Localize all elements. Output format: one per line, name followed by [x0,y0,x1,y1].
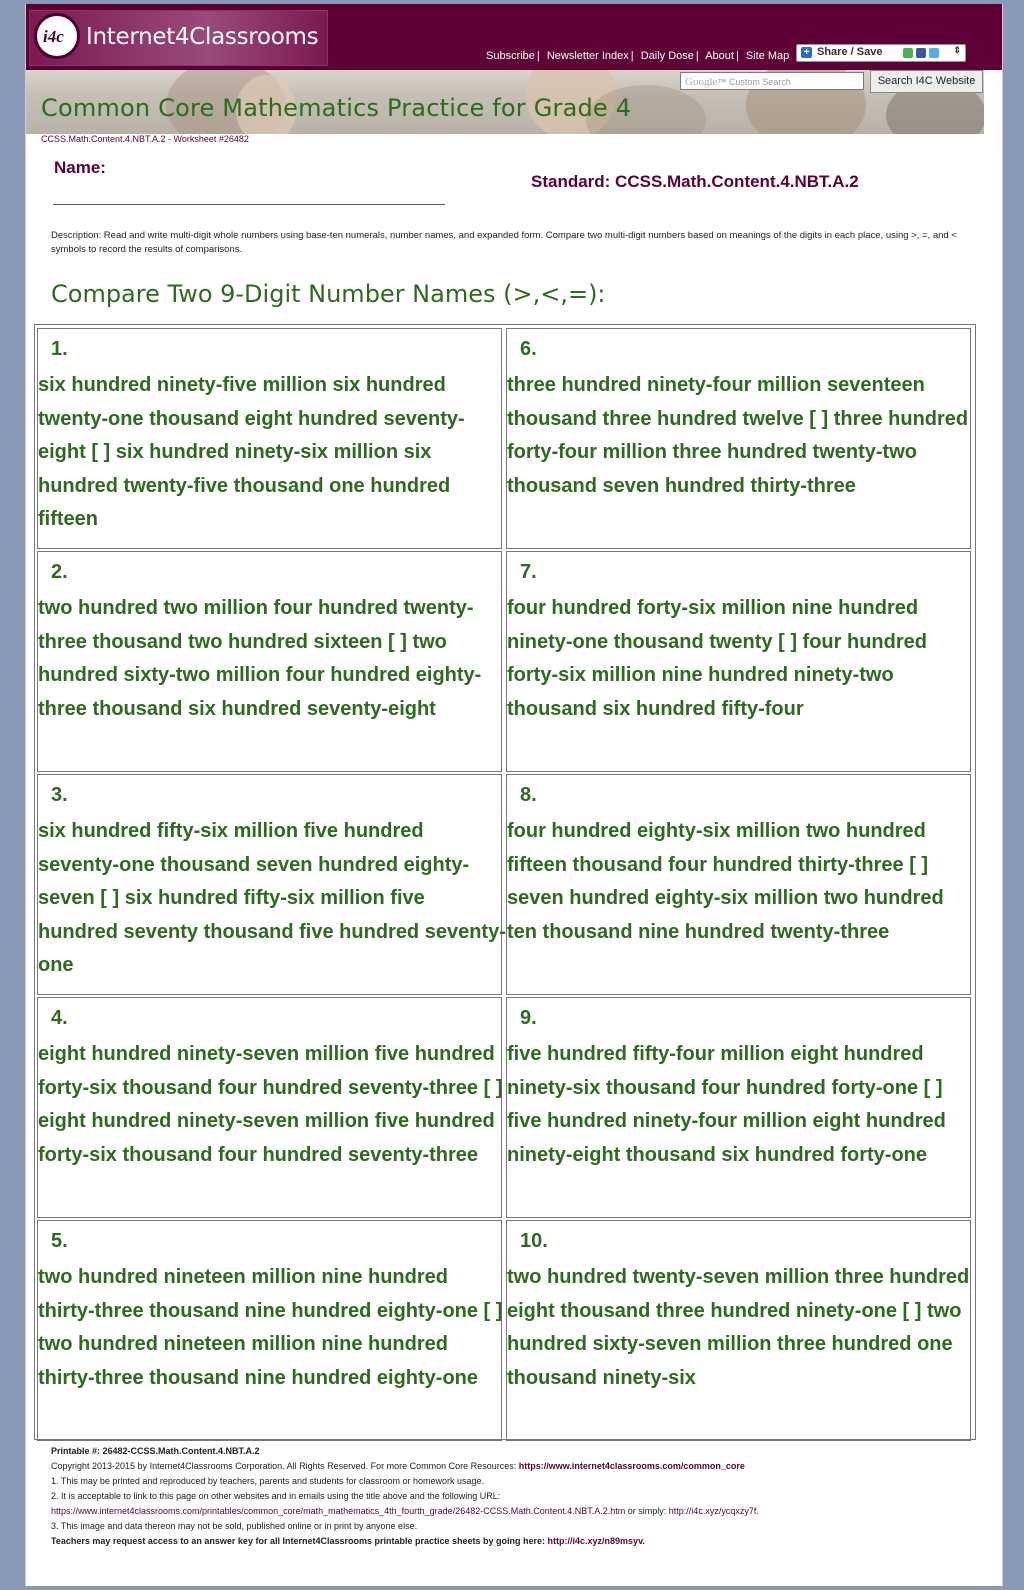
printable-number: Printable #: 26482-CCSS.Math.Content.4.NBT.A.2 [51,1446,260,1456]
problem-cell [37,774,506,995]
search-input[interactable]: Google™ Custom Search [680,72,864,90]
problems-table [34,324,976,1440]
common-core-link[interactable]: https://www.internet4classrooms.com/common_core [518,1461,745,1471]
problem-number: 4. [51,1007,68,1029]
share-label: Share / Save [817,46,883,58]
problem-text: six hundred fifty-six million five hundred seventy-one thousand seven hundred eighty-seven [ ] six hundred fifty-six million five hundred seventy thousand five hundred seventy-one [38,820,506,976]
problem-text: six hundred ninety-five million six hundred twenty-one thousand eight hundred seventy-eight [ ] six hundred ninety-six million six hundred twenty-five thousand one hundred fifteen [38,374,465,530]
name-blank-line [53,204,445,205]
share-save-button[interactable] [796,44,966,62]
site-logo[interactable] [29,10,328,66]
usage-note-3: 3. This image and data thereon may not be sold, published online or in print by anyone else. [51,1521,418,1531]
short-url-link[interactable]: http://i4c.xyz/ycqxzy7f. [668,1506,759,1516]
problem-cell [37,328,502,549]
problem-number: 9. [520,1007,537,1029]
worksheet-description: Description: Read and write multi-digit whole numbers using base-ten numerals, number names, and expanded form. Compare two multi-digit numbers based on meanings of the digits in each place, using >, =, and < symbols to record the results of comparisons. [51,230,957,255]
problem-text: four hundred forty-six million nine hundred ninety-one thousand twenty [ ] four hundred forty-six million nine hundred ninety-two thousand six hundred fifty-four [507,597,927,720]
share-plus-icon: + [801,47,812,58]
nav-subscribe[interactable]: Subscribe [486,50,535,62]
problem-number: 1. [51,338,68,360]
page-title: Common Core Mathematics Practice for Grade 4 [41,94,632,122]
page-url-link[interactable]: https://www.internet4classrooms.com/printables/common_core/math_mathematics_4th_fourth_grade/26482-CCSS.Math.Content.4.NBT.A.2.htm [51,1506,626,1516]
problem-text: eight hundred ninety-seven million five hundred forty-six thousand four hundred seventy-three [ ] eight hundred ninety-seven million five hundred forty-six thousand four hundred seventy-three [38,1043,503,1166]
answer-key-link[interactable]: http://i4c.xyz/n89msyv. [547,1536,645,1546]
logo-text: Internet4Classrooms [86,24,319,50]
problem-cell [37,997,502,1218]
problem-cell [37,1220,502,1441]
nav-about[interactable]: About [705,50,734,62]
breadcrumb: CCSS.Math.Content.4.NBT.A.2 - Worksheet #26482 [41,134,249,144]
worksheet-title: Compare Two 9-Digit Number Names (>,<,=): [51,280,606,308]
problem-cell [506,328,971,549]
problem-number: 7. [520,561,537,583]
email-share-icon[interactable] [903,48,913,58]
name-label: Name: [54,158,106,177]
problem-number: 8. [520,784,537,806]
twitter-icon[interactable] [929,48,939,58]
top-navigation: Subscribe | Newsletter Index | Daily Dose | About | Site Map [486,50,790,62]
nav-daily-dose[interactable]: Daily Dose [640,50,694,62]
chevron-updown-icon: ⇕ [953,45,961,55]
standard-label: Standard: CCSS.Math.Content.4.NBT.A.2 [531,172,859,191]
google-brand: Google [685,76,718,88]
problem-text: two hundred two million four hundred twenty-three thousand two hundred sixteen [ ] two hundred sixty-two million four hundred eighty-three thousand six hundred seventy-eight [38,597,482,720]
search-placeholder: Custom Search [728,77,791,87]
url-or-text: or simply: [625,1506,669,1516]
facebook-icon[interactable] [916,48,926,58]
problem-text: two hundred nineteen million nine hundred thirty-three thousand nine hundred eighty-one [ ] two hundred nineteen million nine hundred thirty-three thousand nine hundred eighty-one [38,1266,503,1389]
usage-note-1: 1. This may be printed and reproduced by teachers, parents and students for classroom or homework usage. [51,1476,485,1486]
problem-text: three hundred ninety-four million seventeen thousand three hundred twelve [ ] three hundred forty-four million three hundred twenty-two thousand seven hundred thirty-three [507,374,969,497]
search-button[interactable]: Search I4C Website [870,70,983,93]
copyright-line [51,1459,991,1474]
page-url-line [51,1504,991,1519]
usage-note-2: 2. It is acceptable to link to this page on other websites and in emails using the title above and the following URL: [51,1491,501,1501]
problem-number: 2. [51,561,68,583]
problem-cell [506,551,971,772]
answer-key-line [51,1534,991,1549]
copyright-text: Copyright 2013-2015 by Internet4Classrooms Corporation. All Rights Reserved. For more Common Core Resources: [51,1461,519,1471]
problem-text: two hundred twenty-seven million three hundred eight thousand three hundred ninety-one [ ] two hundred sixty-seven million three hundred one thousand ninety-six [507,1266,970,1389]
problem-cell [506,1220,971,1441]
footer [51,1444,991,1549]
problem-text: five hundred fifty-four million eight hundred ninety-six thousand four hundred forty-one [ ] five hundred ninety-four million eight hundred ninety-eight thousand six hundred forty-one [507,1043,946,1166]
problem-cell [506,774,971,995]
nav-newsletter-index[interactable]: Newsletter Index [546,50,629,62]
page [25,4,1003,1586]
problem-cell [37,551,502,772]
answer-key-text: Teachers may request access to an answer key for all Internet4Classrooms printable practice sheets by going here: [51,1536,548,1546]
problem-cell [506,997,971,1218]
logo-badge [34,13,80,59]
problem-number: 6. [520,338,537,360]
problem-text: four hundred eighty-six million two hundred fifteen thousand four hundred thirty-three [ ] seven hundred eighty-six million two hundred ten thousand nine hundred twenty-three [507,820,944,943]
problem-number: 10. [520,1230,548,1252]
problem-number: 5. [51,1230,68,1252]
top-header-bar [26,4,1002,70]
logo-badge-text: i4c [43,27,64,46]
nav-site-map[interactable]: Site Map [745,50,790,62]
problem-number: 3. [51,784,68,806]
